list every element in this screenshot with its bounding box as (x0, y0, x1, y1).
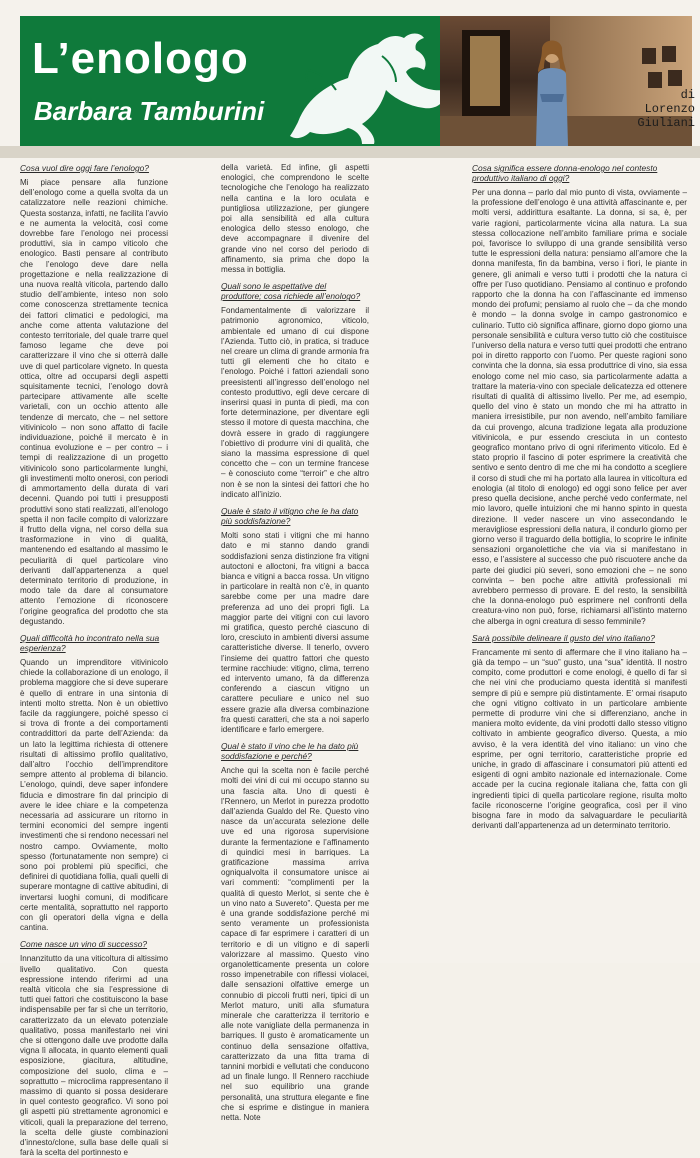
answer-paragraph: Quando un imprenditore vitivinicolo chiede la collaborazione di un enologo, il problema maggiore che si deve superare è quello di entrare in una sintonia di intenti molto stretta. Non è un obiettivo facile da raggiungere, poiché spesso ci si trova di fronte a dei comportamenti contraddittori da parte dell’Azienda: da un lato la legittima richiesta di ottenere risultati di altissimo profilo qualitativo, dall’altro l’occhio dell’imprenditore sempre attento al problema di bilancio. L’enologo, quindi, deve saper infondere fiducia e dimostrare fin dal principio di avere le idee chiare e la competenza necessaria ad assicurare un ritorno in termini economici del sempre ingenti investimenti che si rendono necessari nel nostro campo. Ovviamente, molto spesso (fortunatamente non sempre) ci sono poi problemi più specifici, che definirei di quotidiana follia, quali quelli di superare montagne di cattive abitudini, di invertarsi luoghi comuni, di modificare certe mentalità, soprattutto nel rapporto con gli operatori della vigna e della cantina. (20, 657, 169, 933)
header-divider (0, 146, 700, 158)
column-1 (20, 163, 169, 1158)
answer-paragraph: Fondamentalmente di valorizzare il patrimonio agronomico, viticolo, ambientale ed umano di cui dispone l’Azienda. Tutto ciò, in pratica, si traduce nel creare un clima di grande armonia fra tutti gli elementi che ho citato e l’enologo. Poiché i fattori aziendali sono preesistenti all’ingresso dell’enologo nel contesto produttivo, egli deve cercare di inserirsi quasi in punta di piedi, ma con forte determinazione, per diventare egli stesso il motore di questa macchina, che dovrà essere in grado di raggiungere l’obiettivo di produrre vini di qualità, che siano la massima espressione di quel concetto che – con un termine francese – è conosciuto come “terroir” e che altro non è se non la sintesi dei fattori che ho indicato all’inizio. (221, 306, 369, 499)
question-heading: Come nasce un vino di successo? (20, 939, 148, 950)
answer-paragraph: della varietà. Ed infine, gli aspetti enologici, che comprendono le scelte tecnologiche che l’enologo ha realizzato nella cantina e la loro oculata e puntigliosa utilizzazione, per giungere poi alla sensibilità ed alla cultura enologica dello stesso enologo, che deve accompagnare il divenire del grande vino nel corso del periodo di affinamento, sia prima che dopo la messa in bottiglia. (221, 163, 369, 275)
byline-prefix: di (680, 88, 695, 102)
question-heading: Sarà possibile delineare il gusto del vino italiano? (472, 632, 655, 643)
answer-paragraph: Per una donna – parlo dal mio punto di vista, ovviamente – la professione dell’enologo è una attività affascinante e, per molti versi, addirittura esaltante. La donna, si sa, è, per varie ragioni, particolarmente vicina alla natura. La sua stessa collocazione nell’ambito familiare prima e sociale poi, favorisce lo sviluppo di una grande sensibilità verso tutte le espressioni della natura: pensiamo all’amore che la donna manifesta, fin da bambina, verso i fiori, le piante in genere, gli animali e verso tutti i prodotti che la natura ci offre per l’uso quotidiano. Pensiamo al continuo e profondo rapporto che la donna ha con l’affascinante ed immenso mondo dei profumi; pensiamo al ruolo che – da che mondo è mondo – la donna svolge in campo gastronomico e culinario. Tutto ciò significa affinare, giorno dopo giorno una personale sensibilità e cultura verso tutto ciò che costituisce l’universo della natura e verso tutti quei prodotti che entrano poi in diretto rapporto con l’uomo. Per queste ragioni sono convinta che la donna, sia essa produttrice di vino, sia essa enologo come nel mio caso, sia particolarmente adatta a trattare la materia-vino con speciale delicatezza ed ottenere risultati di qualità di altissimo livello. Per me, ad esempio, quello del vino è stato un mondo che mi ha attratto in maniera irresistibile, pur non avendo, nell’ambito familiare da cui provengo, alcuna tradizione legata alla produzione vitivinicola, e pur essendo cresciuta in un contesto geografico montano privo di ogni riferimento viticolo. Ed è stato proprio il fascino di poter esprimere la creatività che sentivo e sento dentro di me che mi ha condotto a scegliere il corso di studi che mi ha portato alla laurea in viticoltura ed enologia (al titolo di enologo) ed oggi sono felice per aver preso quella decisione, anche perché vedo confermate, nel mio lavoro, quelle intuizioni che mi hanno spinto in questa direzione. Il veder nascere un vino assecondando le meravigliose espressioni della natura, il condurlo giorno per giorno verso il traguardo della bottiglia, lo scoprire le infinite sensazioni organolettiche che via via si manifestano in esso, e l’assistere al successo che può riscuotere anche da parte dei giudici più severi, sono emozioni che – ne sono convinta – ben poche altre attività professionali mi avrebbero permesso di provare. E del resto, la sensibilità che la donna-enologo può esprimere nel confronti della creatura-vino non può, forse, richiamarsi all’istinto materno che alberga in ogni creatura di sesso femminile? (472, 188, 687, 626)
byline (560, 88, 695, 130)
author-last-name: Giuliani (637, 116, 695, 130)
article-title: L’enologo (32, 34, 249, 83)
question-heading: Quale è stato il vitigno che le ha dato più soddisfazione? (221, 506, 359, 527)
column-3 (472, 163, 687, 958)
column-2 (221, 163, 369, 1123)
author-first-name: Lorenzo (644, 102, 695, 116)
rearing-horse-illustration (278, 26, 458, 144)
question-heading: Cosa significa essere donna-enologo nel contesto produttivo italiano di oggi? (472, 163, 658, 183)
answer-paragraph: Mi piace pensare alla funzione dell’enologo come a quella svolta da un catalizzatore nelle reazioni chimiche. Questa sostanza, infatti, ne facilita l’avvio e ne aumenta la velocità, così come dovrebbe fare l’enologo nei processi produttivi, sia in campo viticolo che enologico. Basti pensare al contributo che l’enologo deve dare nella progettazione e nella realizzazione di una nuova realtà viticola, partendo dallo studio dell’ambiente, inteso non solo come conoscenza strettamente tecnica dei fattori climatici e pedologici, ma anche come attenta valutazione del contesto territoriale, del quale trarre quel famoso legame che deve poi caratterizzare il vino che si otterrà dalle uve di quel particolare vigneto. In questa ottica, oltre ad occuparsi degli aspetti squisitamente tecnici, l’enologo dovrà partecipare attivamente alle scelte varietali, con un occhio attento alle tendenze di mercato, che – nel settore vitivinicolo – non sono affatto di facile individuazione, poiché il mercato è in continua evoluzione e – per contro – i tempi di realizzazione di un progetto vitivinicolo sono particolarmente lunghi, gli investimenti molto onerosi, con periodi di ammortamento della durata di vari decenni. Quando poi tutti i presupposti produttivi sono stati realizzati, all’enologo spetta il non facile compito di valorizzare il frutto della vigna, nel corso della sua trasformazione in vino di qualità, mantenendo ed esaltando al massimo le peculiarità di quel particolare vino derivanti dall’appartenenza a quel determinato territorio di produzione, in modo tale da dare al consumatore attento l’emozione di riconoscere l’origine geografica del prodotto che sta degustando. (20, 178, 169, 626)
answer-paragraph: Molti sono stati i vitigni che mi hanno dato e mi stanno dando grandi soddisfazioni senza distinzione fra vitigni autoctoni e alloctoni, fra vitigni a bacca bianca e vitigni a bacca rossa. Un vitigno in particolare in realtà non c’è, in quanto sarebbe come per una madre dare preferenza ad uno dei propri figli. La maggior parte dei vitigni con cui lavoro mi gratifica, questo perché ciascuno di loro, cresciuto in ambienti diversi assume caratteristiche diverse. Il tenerlo, ovvero l’insieme dei quattro fattori che questo termine racchiude: vitigno, clima, terreno ed intervento umano, fà da differenza conferendo a ciascun vitigno un carattere peculiare e unico nel suo essere grazie alla diversa combinazione fra questi caratteri, che sta a noi saperlo identificare e farlo emergere. (221, 531, 369, 734)
question-heading: Cosa vuol dire oggi fare l’enologo? (20, 163, 149, 173)
answer-paragraph: Francamente mi sento di affermare che il vino italiano ha – già da tempo – un “suo” gusto, una “sua” identità. Il nostro compito, come produttori e come enologi, è quello di far sì che nei vini che produciamo questa identità si manifesti sempre di più e sempre più distintamente. E’ ormai risaputo che ogni vitigno coltivato in un particolare ambiente permette di produrre vini che si differenziano, anche in maniera molto evidente, da vini prodotti dallo stesso vitigno coltivato in ambiente geografico diverso. Questa, a mio avviso, è la vera identità del vino italiano: un vino che esprime, per ogni territorio, caratteristiche proprie ed uniche, in grado di affascinare i consumatori più attenti ed esigenti di ogni ambito nazionale ed internazionale. Come accade per la cucina regionale italiana che, fatta con gli ingredienti tipici di quella particolare regione, risulta molto facile riconoscerne l’origine geografica, così per il vino bisogna fare in modo da salvaguardare le peculiarità derivanti dall’appartenenza ad un determinato territorio. (472, 647, 687, 831)
question-heading: Quali difficoltà ho incontrato nella sua esperienza? (20, 632, 160, 653)
question-heading: Qual è stato il vino che le ha dato più soddisfazione e perché? (221, 741, 359, 762)
title-banner (20, 16, 450, 146)
answer-paragraph: Innanzitutto da una viticoltura di altissimo livello qualitativo. Con questa espressione intendo riferirmi ad una realtà viticola che sia l’espressione di tutti quei fattori che costituiscono la base indispensabile per far sì che un territorio, caratterizzato da un elevato potenziale qualitativo, possa manifestarlo nei vini che si ottengono dalle uve prodotte dalla vigna lì allocata, in quanto elementi quali esposizione, giacitura, altitudine, composizione del suolo, clima e – soprattutto – microclima rappresentano il massimo di quanto si possa desiderare in quel contesto geografico. Vi sono poi gli aspetti più strettamente agronomici e viticoli, quali la preparazione del terreno, la scelta delle giuste combinazioni d’innesto/clone, sulla base delle quali si farà la scelta del portinnesto e (20, 954, 168, 1158)
answer-paragraph: Anche qui la scelta non è facile perché molti dei vini di cui mi occupo stanno su una fascia alta. Uno di questi è l’Rennero, un Merlot in purezza prodotto dall’azienda Gualdo del Re. Questo vino nasce da un’accurata selezione delle uve ed una rigorosa supervisione durante la fermentazione e l’affinamento di quindici mesi in barriques. La gratificazione massima arriva ogniqualvolta il consumatore unisce ai vari commenti: “complimenti per la qualità di questo Merlot, si sente che è un vino nato a Suvereto”. Questa per me è una grande soddisfazione perché mi sento veramente un professionista capace di far esprimere i caratteri di un territorio e di un vitigno e di saperli valorizzare al massimo. Questo vino organoletticamente presenta un colore rosso impenetrabile con riflessi violacei, dalle sensazioni olfattive emerge un connubio di piccoli frutti neri, tipici di un Merlot maturo, uniti alla sfumatura minerale che caratterizza il territorio e alle note vanigliate della permanenza in barriques. Il gusto è aromaticamente un continuo della sensazione olfattiva, caratterizzato da una fitta trama di tannini morbidi e vellutati che conducono ad un finale lungo. Il Rennero racchiude nel suo equilibrio una grande personalità, una struttura elegante e fine che si esprime e distingue in maniera netta. Note (221, 766, 369, 1123)
interviewee-name: Barbara Tamburini (34, 96, 265, 126)
question-heading: Quali sono le aspettative del produttore; cosa richiede all’enologo? (221, 281, 361, 302)
